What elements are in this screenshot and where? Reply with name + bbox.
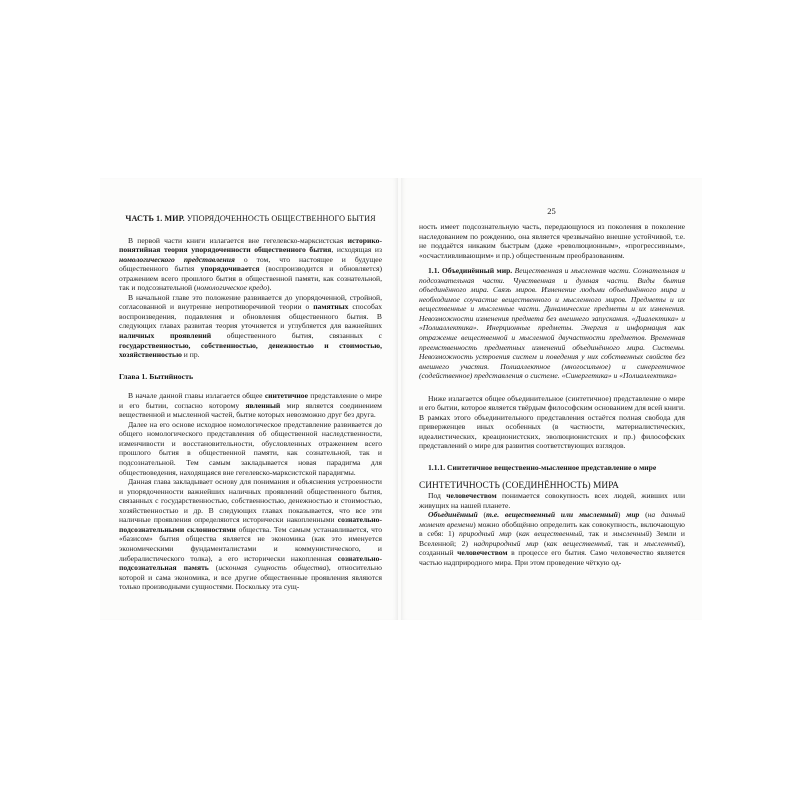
text-run: о том, что настоящее и будущее общественного бытия	[119, 254, 382, 274]
text-run: В первой части книги излагается вне гегелевско-марксистская	[128, 235, 348, 245]
text-run: синтетичное	[264, 391, 308, 401]
text-run: Объединённый	[428, 510, 478, 520]
text-run: 1.1. Объединённый мир.	[428, 266, 513, 276]
text-run: мир является соединением вещественной и мысленной частей, бытие которых невозможно друг без друга.	[119, 400, 382, 420]
part-title-bold: ЧАСТЬ 1. МИР.	[125, 214, 185, 223]
text-run: , так и	[582, 529, 613, 539]
text-run: сознательно-подсознательными склонностями	[119, 515, 382, 534]
text-run: и пр.	[181, 350, 200, 360]
section-title: 1.1.1. Синтетичное вещественно-мысленное представление о мире	[428, 463, 657, 473]
paragraph	[119, 391, 382, 420]
book-spread	[100, 178, 702, 620]
text-run: (	[208, 563, 219, 573]
text-run: общественного бытия, связанных с	[211, 331, 383, 341]
text-run: как вещественный	[518, 529, 583, 539]
chapter-title: Глава 1. Бытийность	[119, 371, 194, 381]
text-run: мысленный	[612, 529, 650, 539]
text-run: В начальной главе это положение развивается до упорядоченной, стройной, согласованной и внутренне непротиворечивой теории о	[119, 292, 382, 312]
text-run: ность имеет подсознательную часть, передающуюся из поколения в поколение наследованием по рождению, она является чрезвычайно внешне устойчивой, т.е. не поддаётся никаким быстрым (даже «революционным», «прогрессивным», «осчастливливающим» и пр.) общественным преобразованиям.	[419, 222, 685, 260]
text-run: ), созданный	[419, 538, 685, 558]
subsection-heading: СИНТЕТИЧНОСТЬ (СОЕДИНЁННОСТЬ) МИРА	[419, 480, 619, 491]
text-run: историко-понятийная теория упорядоченности общественного бытия	[119, 235, 382, 255]
text-run: Под	[428, 491, 447, 501]
text-run: )	[617, 510, 627, 520]
text-run: явленный	[245, 400, 281, 410]
text-run: (	[477, 510, 487, 520]
text-run: мысленный	[643, 538, 681, 548]
part-title-rest: УПОРЯДОЧЕННОСТЬ ОБЩЕСТВЕННОГО БЫТИЯ	[184, 214, 376, 223]
paragraph	[419, 491, 685, 510]
text-run: номологическое кредо	[196, 283, 267, 293]
left-page	[100, 178, 398, 620]
text-run: ) Земли и Вселенной; 2)	[419, 529, 685, 548]
text-run: Далее на его основе исходное номологическое представление развивается до общего номологического представления об общественной наследственности, изменчивости и восстановительности, обусловленных отражением всего прошлого бытия в общественной памяти, как сознательной, так и подсознательной. Тем самым закладывается новая парадигма для обществоведения, находящаяся вне гегелевско-марксистской парадигмы.	[119, 419, 382, 477]
text-run: ).	[267, 283, 272, 293]
text-run: (	[538, 538, 547, 548]
text-run: ) можно обобщённо определить как совокупность, включающую в себя: 1)	[419, 519, 685, 539]
text-run: сознательно-подсознательная память	[119, 553, 382, 573]
text-run: наличных проявлений	[119, 331, 212, 341]
paragraph	[419, 394, 685, 451]
paragraph	[119, 420, 382, 477]
right-column	[419, 222, 685, 568]
paragraph	[119, 293, 382, 360]
paragraph	[419, 222, 685, 260]
text-run: памятных	[313, 302, 349, 312]
text-run: ), относительно которой и сама экономика, и все другие общественные проявления являются только производными сущностями. Поскольку эта сущ-	[119, 563, 382, 592]
text-run: мир	[626, 510, 640, 520]
text-run: , так и	[610, 538, 644, 548]
text-run: общества. Тем самым устанавливается, что «базисом» бытия общества является не экономика (как это именуется экономическими фундаменталистами и коммунистического, и либералистического толка), а его исторически накопленная	[119, 524, 383, 563]
text-run: как вещественный	[546, 538, 611, 548]
text-run: человечеством	[446, 491, 497, 501]
text-run: В начале данной главы излагается общее	[128, 391, 265, 401]
text-run: Ниже излагается общее объединительное (синтетичное) представление о мире и его бытии, которое является твёрдым философским основанием для всей книги. В рамках этого объединительного представления остаётся полная свобода для приверженцев иных особенных (в частности, материалистических, идеалистических, креационистских, эволюционистских и пр.) философских представлений о мире для развития соответствующих взглядов.	[419, 393, 685, 451]
text-run: человечеством	[457, 548, 508, 558]
text-run: т.е. вещественный	[486, 510, 556, 520]
page-number: 25	[547, 206, 556, 216]
text-run: надприродный мир	[473, 538, 539, 548]
text-run: исконная сущность общества	[218, 563, 327, 573]
right-page	[401, 178, 702, 620]
text-run: понимается совокупность всех людей, живших или живущих на нашей планете.	[419, 491, 686, 510]
text-run: номологического представления	[119, 254, 235, 264]
text-run: (воспроизводится и обновляется) отражением всего прошлого бытия в общественной памяти, как сознательной, так и подсознательной (	[119, 264, 383, 293]
paragraph	[419, 510, 685, 567]
text-run: способах воспроизведения, подавления и обновления общественного бытия. В следующих главах развитая теория уточняется и углубляется для важнейших	[119, 302, 382, 331]
paragraph	[119, 236, 382, 293]
text-run: упорядочивается	[200, 264, 260, 274]
text-run: государственностью, собственностью, денежностью и стоимостью, хозяйственностью	[119, 340, 382, 360]
text-run: в процессе его бытия. Само человечество является частью надприродного мира. При этом проведение чёткую од-	[419, 548, 685, 567]
text-run: на данный момент времени	[419, 510, 685, 529]
text-run: , исходящая из	[331, 245, 382, 255]
paragraph	[119, 477, 382, 592]
text-run: представление о мире и его бытии, согласно которому	[119, 391, 382, 410]
text-run: Вещественная и мысленная части. Сознательная и подсознательная части. Чувственная и думная части. Виды бытия объединённого мира. Связь миров. Изменение людьми объединённого мира и необходимое соучастие вещественного и мысленного миров. Предметы и их вещественные и мысленные части. Динамические предметы и их изменения. Невозможности изменения предмета без внешнего запускания. «Диалектика» и «Полиаллектика». Инерционные предметы. Энергия и информация как отражение вещественной и мысленной двучастности предметов. Временная преемственность предметных изменений объединённого мира. Системы. Невозможность устроения систем и поведения у них собственных свойств без внешнего участия. Полиаллектное (многосильное) и синергетичное (содейственное) представления о системе. «Синергетика» и «Полиаллектика»	[419, 266, 686, 381]
part-title	[119, 214, 382, 224]
text-run: или мысленный	[560, 510, 618, 520]
text-run: (	[511, 529, 519, 539]
left-column	[119, 214, 382, 592]
section-summary	[419, 266, 685, 381]
text-run: (	[639, 510, 648, 520]
text-run: природный мир	[459, 529, 512, 539]
text-run: Данная глава закладывает основу для понимания и объяснения устроенности и упорядоченности важнейших наличных проявлений общественного бытия, связанных с государственностью, собственностью, денежностью и стоимостью, хозяйственностью и др. В следующих главах показывается, что все эти наличные проявления определяются исторически накопленными	[119, 477, 382, 525]
